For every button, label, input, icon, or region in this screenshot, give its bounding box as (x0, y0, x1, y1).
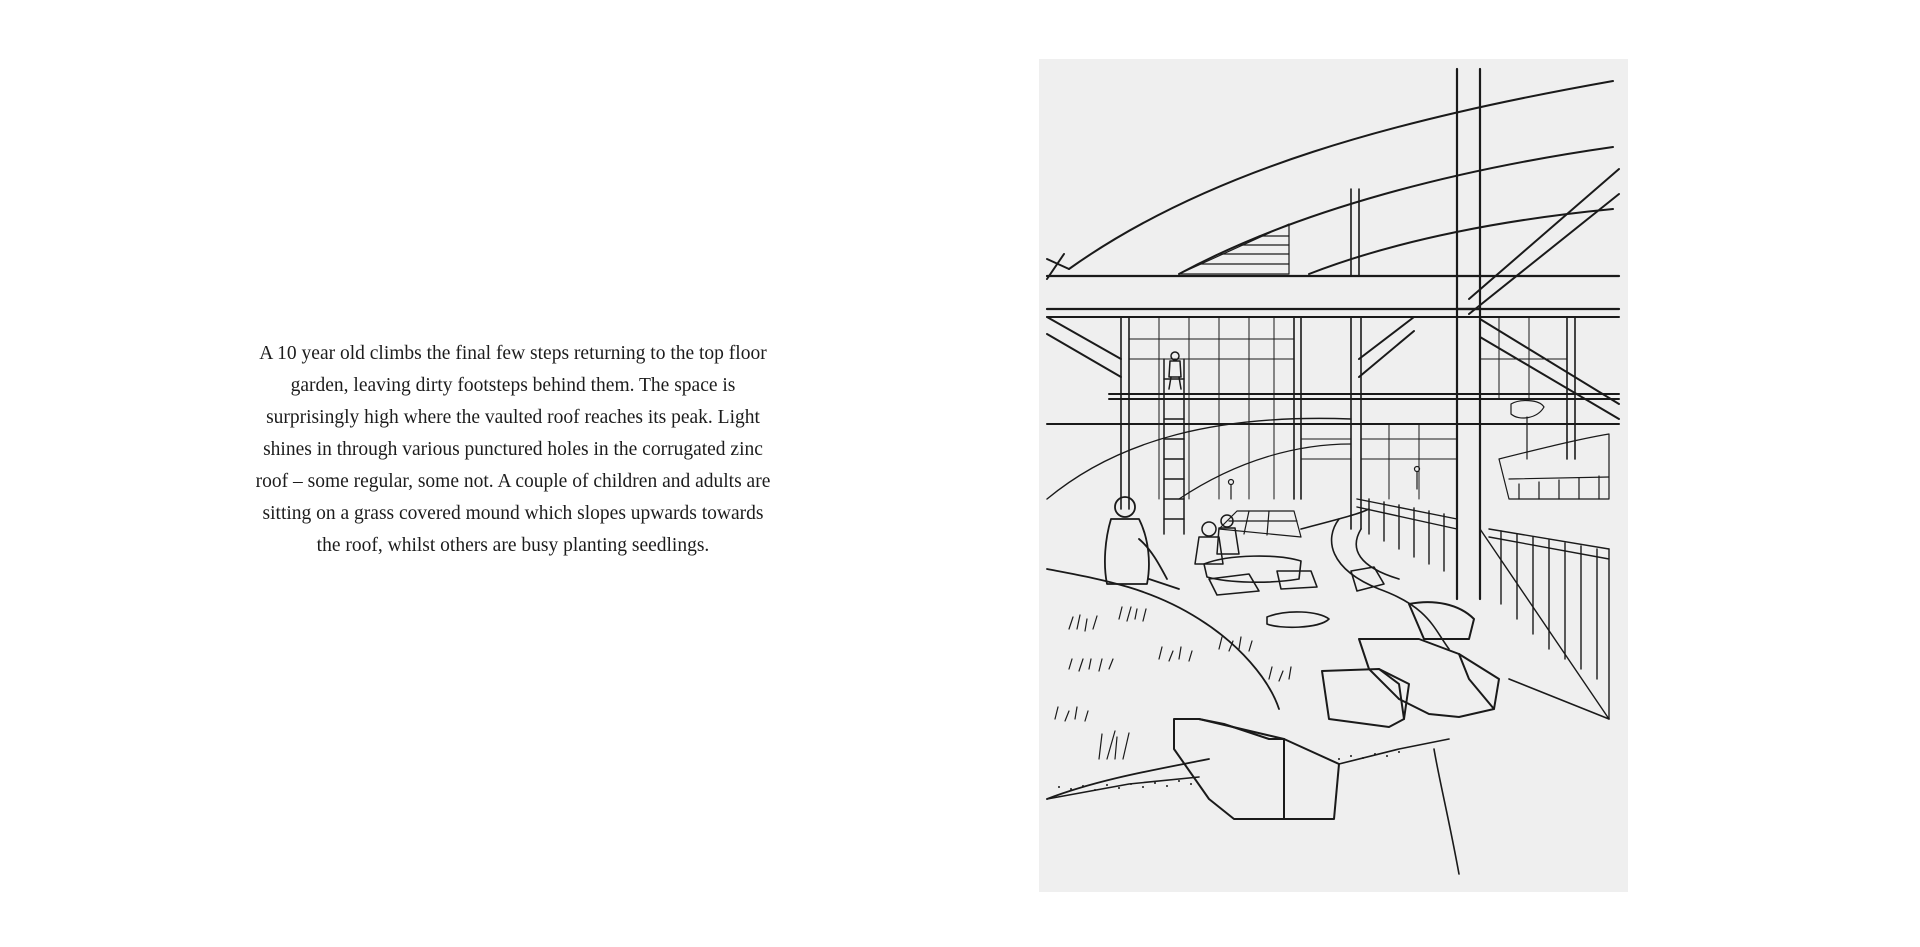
stepping-stones (1204, 556, 1384, 627)
sketch-drawing (1039, 59, 1628, 892)
roof-arc-middle (1179, 147, 1613, 274)
distant-figures (1229, 467, 1420, 500)
figure-on-ladder (1169, 352, 1181, 389)
seated-figures-group (1195, 515, 1239, 564)
sketch-illustration (1039, 59, 1628, 892)
secondary-beam (1047, 317, 1619, 424)
inner-vault-curve-2 (1179, 444, 1351, 499)
corrugated-roof-panel (1179, 224, 1289, 274)
garden-path (1301, 509, 1449, 649)
foreground-boulders (1174, 602, 1499, 819)
main-beam (1047, 276, 1619, 309)
back-wall-grid (1129, 317, 1567, 499)
seated-adult-figure (1105, 497, 1179, 589)
caption-text: A 10 year old climbs the final few steps returning to the top floor garden, leaving dirty footsteps behind them. The space is surprisingly high where the vaulted roof reaches its peak. Light shines in through various punctured holes in the corrugated zinc roof – some regular, some not. A couple of children and adults are sitting on a grass covered mound which slopes upwards towards the roof, whilst others are busy planting seedlings. (255, 343, 771, 556)
railing (1357, 499, 1609, 719)
diagonal-brace-left (1047, 317, 1414, 377)
roof-arc-outer (1069, 81, 1613, 269)
diagonal-brace-top (1469, 169, 1619, 314)
mezzanine-garden (1499, 401, 1609, 499)
roof-arc-inner (1309, 209, 1613, 274)
diagonal-brace-right (1480, 319, 1619, 419)
main-column (1457, 69, 1480, 599)
planting-grid (1219, 511, 1301, 537)
stipple-texture (1058, 751, 1400, 791)
grass-mound (1047, 569, 1279, 799)
